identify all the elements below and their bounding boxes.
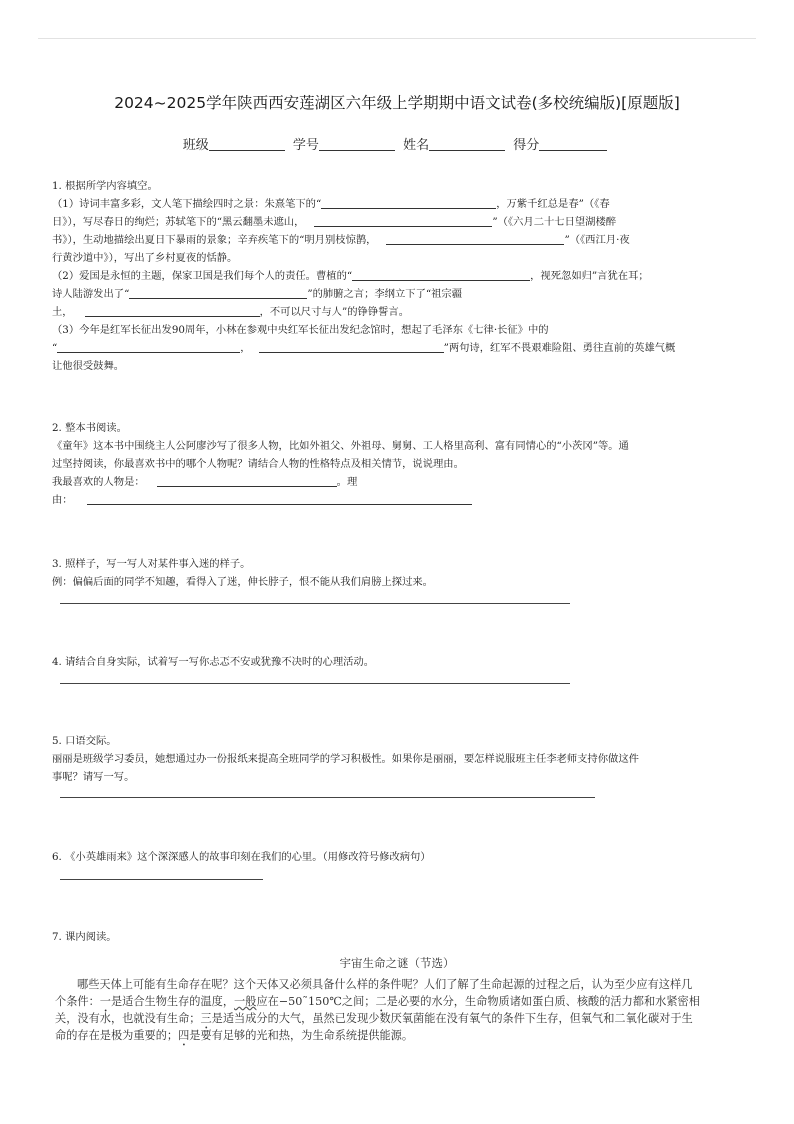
- answer-blank[interactable]: [157, 474, 337, 487]
- question-heading: 5. 口语交际。: [52, 735, 117, 747]
- page-title: 2024~2025学年陕西西安莲湖区六年级上学期期中语文试卷(多校统编版)[原题版]: [114, 94, 680, 112]
- text-segment: 是适当成分的大气，虽然已发现少数厌氧菌能在没有氧气的条件下生存，但氧气和二氧化碳对于生: [211, 1012, 693, 1025]
- text-segment: ”两句诗，红军不畏艰难险阻、勇往直前的英雄气概: [443, 342, 676, 354]
- answer-blank[interactable]: [87, 492, 472, 505]
- answer-line[interactable]: [60, 683, 570, 684]
- text-segment: 是适合生物生存的温度，: [110, 995, 235, 1008]
- text-line: [52, 195, 742, 213]
- text-line: 让他很受鼓舞。: [52, 360, 125, 372]
- question-4: [52, 653, 742, 671]
- text-segment: 关，没有水，也就没有生命；: [55, 1012, 201, 1025]
- question-heading: 4. 请结合自身实际，试着写一写你忐忑不安或犹豫不决时的心理活动。: [52, 656, 375, 668]
- text-segment: 应在−50˜150℃之间；: [256, 995, 376, 1008]
- question-2: [52, 419, 742, 509]
- answer-blank[interactable]: [129, 286, 307, 299]
- passage-line: [55, 1010, 745, 1027]
- text-line: [52, 267, 742, 285]
- emphasis-marker: 四: [178, 1029, 190, 1042]
- text-segment: 我最喜欢的人物是：: [52, 476, 145, 488]
- question-heading: 1. 根据所学内容填空。: [52, 180, 158, 192]
- text-line: [52, 491, 742, 509]
- answer-blank[interactable]: [352, 268, 530, 281]
- question-heading: 6. 《小英雄雨来》这个深深感人的故事印刻在我们的心里。（用修改符号修改病句）: [52, 851, 431, 863]
- question-heading: 7. 课内阅读。: [52, 931, 117, 943]
- question-7: [52, 928, 742, 946]
- answer-line[interactable]: [60, 879, 263, 880]
- question-1: [52, 177, 742, 375]
- class-blank[interactable]: [209, 136, 285, 151]
- wavy-underlined-word: 一般: [234, 995, 257, 1008]
- answer-blank[interactable]: [314, 214, 492, 227]
- text-line: （3）今年是红军长征出发90周年，小林在参观中央红军长征出发纪念馆时，想起了毛泽东《七律·长征》中的: [52, 324, 549, 336]
- text-segment: 是必要的水分，生命物质诸如蛋白质、核酸的活力都和水紧密相: [386, 995, 700, 1008]
- answer-line[interactable]: [60, 603, 570, 604]
- text-line: 行黄沙道中》），写出了乡村夏夜的恬静。: [52, 252, 238, 264]
- score-blank[interactable]: [539, 136, 607, 151]
- text-line: 丽丽是班级学习委员，她想通过办一份报纸来提高全班同学的学习积极性。如果你是丽丽，要怎样说服班主任李老师支持你做这件: [52, 753, 639, 765]
- text-segment: 书》），生动地描绘出夏日下暴雨的景象；辛弃疾笔下的“明月别枝惊鹊，: [52, 234, 377, 246]
- student-id-blank[interactable]: [319, 136, 395, 151]
- text-segment: 诗人陆游发出了“: [52, 288, 130, 300]
- text-segment: ，: [240, 342, 251, 354]
- class-label: 班级: [182, 138, 209, 153]
- text-line: 事呢？请写一写。: [52, 771, 135, 783]
- answer-blank[interactable]: [57, 340, 240, 353]
- text-segment: 个条件：: [55, 995, 100, 1008]
- question-6: [52, 848, 742, 866]
- text-segment: ”的肺腑之言；李纲立下了“祖宗疆: [307, 288, 463, 300]
- text-line: 《童年》这本书中围绕主人公阿廖沙写了很多人物，比如外祖父、外祖母、舅舅、工人格里高利、富有同情心的“小茨冈”等。通: [52, 440, 629, 452]
- answer-blank[interactable]: [386, 232, 564, 245]
- text-segment: ”（《西江月·夜: [564, 234, 630, 246]
- score-label: 得分: [513, 138, 540, 153]
- text-segment: 命的存在是极为重要的；: [55, 1029, 179, 1042]
- name-blank[interactable]: [429, 136, 505, 151]
- question-5: [52, 732, 742, 786]
- text-line: [52, 285, 742, 303]
- text-segment: 是要有足够的光和热，为生命系统提供能源。: [189, 1029, 414, 1042]
- passage-line: [55, 993, 745, 1010]
- student-info-line: [0, 134, 794, 153]
- question-heading: 3. 照样子，写一写人对某件事入迷的样子。: [52, 558, 251, 570]
- page-top-border: [38, 38, 756, 39]
- passage-title: 宇宙生命之谜（节选）: [339, 956, 455, 970]
- answer-blank[interactable]: [259, 340, 444, 353]
- text-segment: ，视死忽如归”言犹在耳；: [530, 270, 649, 282]
- example-line: 例：偏偏后面的同学不知趣，看得入了迷，伸长脖子，恨不能从我们肩膀上探过来。: [52, 576, 433, 588]
- reading-passage: [55, 976, 745, 1044]
- text-segment: 。理: [336, 476, 358, 488]
- text-line: [52, 473, 742, 491]
- text-segment: ，万紫千红总是春”（《春: [496, 198, 610, 210]
- emphasis-marker: 一: [99, 995, 111, 1008]
- text-segment: “: [52, 342, 58, 354]
- text-line: 过坚持阅读，你最喜欢书中的哪个人物呢？请结合人物的性格特点及相关情节，说说理由。: [52, 458, 464, 470]
- passage-line: [55, 1027, 745, 1044]
- answer-line[interactable]: [60, 797, 595, 798]
- emphasis-marker: 三: [200, 1012, 212, 1025]
- text-line: [52, 303, 742, 321]
- text-line: [52, 213, 742, 231]
- answer-blank[interactable]: [321, 196, 496, 209]
- question-heading: 2. 整本书阅读。: [52, 422, 127, 434]
- text-segment: 土，: [52, 306, 73, 318]
- text-segment: 由：: [52, 494, 73, 506]
- text-line: [52, 339, 742, 357]
- text-segment: （1）诗词丰富多彩，文人笔下描绘四时之景：朱熹笔下的“: [52, 198, 322, 210]
- student-id-label: 学号: [292, 138, 319, 153]
- passage-line: 哪些天体上可能有生命存在呢？这个天体又必须具备什么样的条件呢？人们了解了生命起源的过程之后，认为至少应有这样几: [77, 978, 693, 991]
- question-3: [52, 555, 742, 591]
- text-line: [52, 231, 742, 249]
- text-segment: ”（《六月二十七日望湖楼醉: [492, 216, 617, 228]
- emphasis-marker: 二: [375, 995, 387, 1008]
- answer-blank[interactable]: [85, 304, 260, 317]
- text-segment: 日》），写尽春日的绚烂；苏轼笔下的“黑云翻墨未遮山，: [52, 216, 305, 228]
- text-segment: ，不可以尺寸与人”的铮铮誓言。: [259, 306, 410, 318]
- name-label: 姓名: [403, 138, 430, 153]
- text-segment: （2）爱国是永恒的主题，保家卫国是我们每个人的责任。曹植的“: [52, 270, 353, 282]
